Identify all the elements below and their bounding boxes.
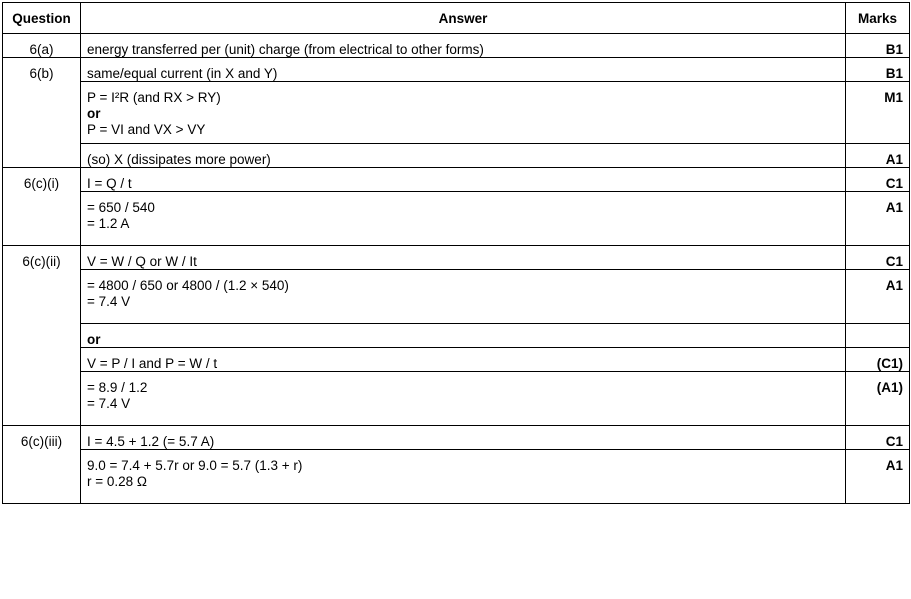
equation-power-resistance: P = I²R (and RX > RY) xyxy=(87,90,221,105)
table-row xyxy=(3,270,910,324)
table-row xyxy=(3,34,910,58)
answer-cell xyxy=(81,324,846,348)
table-row xyxy=(3,426,910,450)
answer-text: V = W / Q or W / It xyxy=(87,254,197,269)
answer-text: I = 4.5 + 1.2 (= 5.7 A) xyxy=(87,434,215,449)
header-question: Question xyxy=(3,3,81,34)
header-row xyxy=(3,3,910,34)
table-row xyxy=(3,82,910,144)
mark-cell: A1 xyxy=(846,144,910,168)
answer-text: I = Q / t xyxy=(87,176,132,191)
result-line: = 1.2 A xyxy=(87,216,130,231)
working-line: 9.0 = 7.4 + 5.7r or 9.0 = 5.7 (1.3 + r) xyxy=(87,458,303,473)
answer-text: same/equal current (in X and Y) xyxy=(87,66,278,81)
working-line: = 650 / 540 xyxy=(87,200,155,215)
answer-cell xyxy=(81,34,846,58)
table-row xyxy=(3,450,910,504)
table-row xyxy=(3,372,910,426)
answer-cell xyxy=(81,426,846,450)
table-row xyxy=(3,58,910,82)
result-line: r = 0.28 Ω xyxy=(87,474,147,489)
answer-cell xyxy=(81,372,846,426)
mark-cell: B1 xyxy=(846,34,910,58)
question-cell: 6(b) xyxy=(3,58,81,168)
answer-cell xyxy=(81,270,846,324)
question-cell: 6(c)(i) xyxy=(3,168,81,246)
answer-cell xyxy=(81,192,846,246)
mark-cell xyxy=(846,324,910,348)
answer-cell xyxy=(81,168,846,192)
mark-cell: C1 xyxy=(846,168,910,192)
answer-text: V = P / I and P = W / t xyxy=(87,356,218,371)
answer-text: (so) X (dissipates more power) xyxy=(87,152,271,167)
question-cell: 6(c)(ii) xyxy=(3,246,81,426)
question-cell: 6(a) xyxy=(3,34,81,58)
mark-cell: M1 xyxy=(846,82,910,144)
mark-cell: C1 xyxy=(846,426,910,450)
working-line: = 8.9 / 1.2 xyxy=(87,380,148,395)
table-row xyxy=(3,192,910,246)
equation-power-voltage: P = VI and VX > VY xyxy=(87,122,206,137)
or-label: or xyxy=(87,106,101,121)
answer-cell xyxy=(81,82,846,144)
result-line: = 7.4 V xyxy=(87,294,131,309)
mark-cell: C1 xyxy=(846,246,910,270)
mark-cell: A1 xyxy=(846,450,910,504)
header-marks: Marks xyxy=(846,3,910,34)
answer-cell xyxy=(81,58,846,82)
table-row xyxy=(3,348,910,372)
mark-cell: A1 xyxy=(846,270,910,324)
answer-cell xyxy=(81,348,846,372)
table-row xyxy=(3,324,910,348)
mark-cell: B1 xyxy=(846,58,910,82)
answer-cell xyxy=(81,246,846,270)
answer-cell xyxy=(81,450,846,504)
working-line: = 4800 / 650 or 4800 / (1.2 × 540) xyxy=(87,278,289,293)
mark-cell: A1 xyxy=(846,192,910,246)
question-cell: 6(c)(iii) xyxy=(3,426,81,504)
answer-text: energy transferred per (unit) charge (from electrical to other forms) xyxy=(87,42,484,57)
or-label: or xyxy=(87,332,101,347)
mark-scheme-table xyxy=(2,2,910,504)
answer-cell xyxy=(81,144,846,168)
table-row xyxy=(3,144,910,168)
table-row xyxy=(3,246,910,270)
result-line: = 7.4 V xyxy=(87,396,131,411)
mark-cell: (C1) xyxy=(846,348,910,372)
mark-cell: (A1) xyxy=(846,372,910,426)
table-row xyxy=(3,168,910,192)
header-answer: Answer xyxy=(81,3,846,34)
